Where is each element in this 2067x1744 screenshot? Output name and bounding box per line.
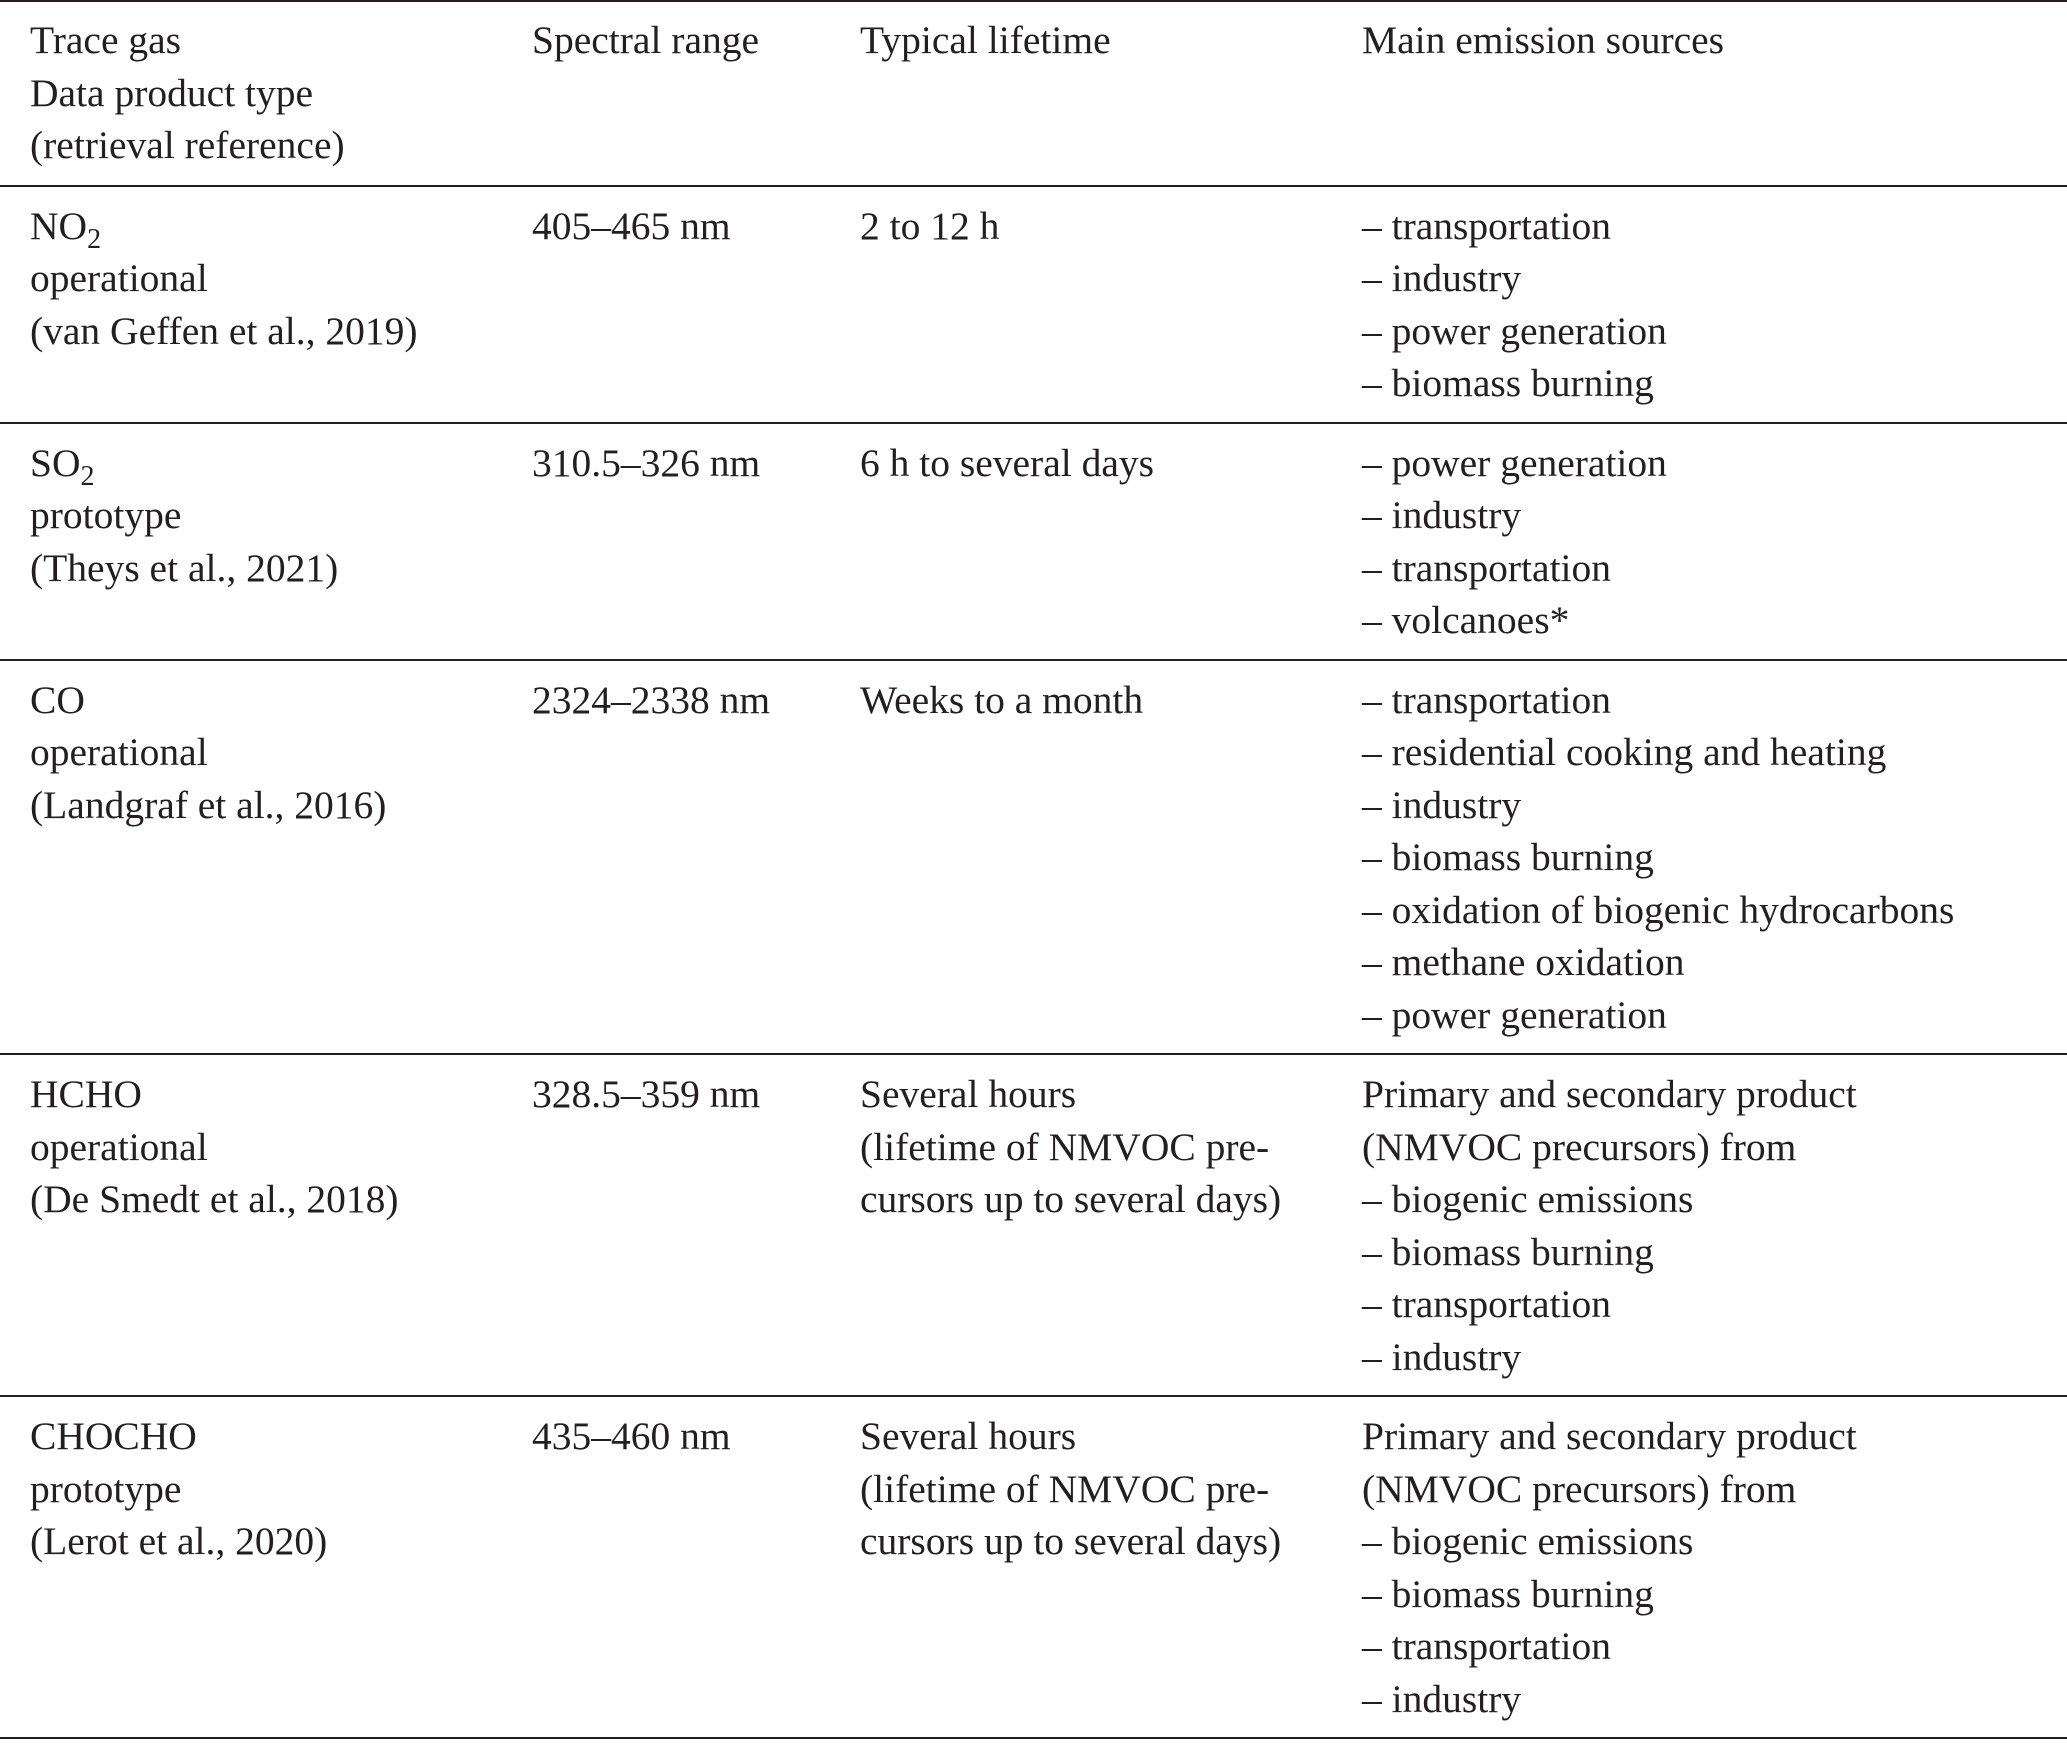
header-typical-lifetime bbox=[860, 1, 1362, 186]
header-line: Typical lifetime bbox=[860, 18, 1111, 62]
table-row bbox=[0, 423, 2067, 660]
header-row bbox=[0, 1, 2067, 186]
spectral-range-cell bbox=[532, 1396, 860, 1738]
source-line: – power generation bbox=[1362, 440, 1667, 485]
lifetime-line: 6 h to several days bbox=[860, 440, 1154, 485]
product-type: operational bbox=[30, 256, 208, 300]
header-line: Spectral range bbox=[532, 18, 760, 62]
source-line: – transportation bbox=[1362, 545, 1612, 590]
gas-name bbox=[30, 674, 532, 727]
source-line: – residential cooking and heating bbox=[1362, 730, 1887, 774]
source-line: – oxidation of biogenic hydrocarbons bbox=[1362, 887, 1955, 932]
spectral-range: 435–460 nm bbox=[532, 1414, 731, 1458]
lifetime-cell bbox=[860, 186, 1362, 423]
spectral-range-cell bbox=[532, 423, 860, 660]
lifetime-cell bbox=[860, 1396, 1362, 1738]
source-line: (NMVOC precursors) from bbox=[1362, 1466, 1797, 1511]
spectral-range-cell bbox=[532, 660, 860, 1055]
retrieval-reference: (Lerot et al., 2020) bbox=[30, 1519, 328, 1563]
source-line: – power generation bbox=[1362, 992, 1667, 1037]
lifetime-line: Weeks to a month bbox=[860, 677, 1144, 722]
lifetime-line: Several hours bbox=[860, 1414, 1077, 1458]
source-line: – biomass burning bbox=[1362, 835, 1654, 879]
source-line: – biomass burning bbox=[1362, 1571, 1654, 1616]
sources-cell bbox=[1362, 423, 2067, 660]
lifetime-cell bbox=[860, 660, 1362, 1055]
trace-gas-cell bbox=[0, 660, 532, 1055]
source-line: – biomass burning bbox=[1362, 361, 1654, 405]
table-row bbox=[0, 1054, 2067, 1396]
trace-gas-cell bbox=[0, 1054, 532, 1396]
lifetime-line: (lifetime of NMVOC pre- bbox=[860, 1466, 1270, 1511]
sources-cell bbox=[1362, 186, 2067, 423]
gas-formula: CHOCHO bbox=[30, 1414, 197, 1458]
source-line: – transportation bbox=[1362, 1282, 1612, 1326]
lifetime-cell bbox=[860, 1054, 1362, 1396]
retrieval-reference: (Theys et al., 2021) bbox=[30, 545, 339, 590]
source-line: – industry bbox=[1362, 1334, 1522, 1379]
gas-name bbox=[30, 437, 532, 490]
lifetime-line: Several hours bbox=[860, 1072, 1077, 1116]
trace-gas-cell bbox=[0, 423, 532, 660]
source-line: – industry bbox=[1362, 782, 1522, 827]
source-line: – volcanoes* bbox=[1362, 598, 1570, 642]
retrieval-reference: (van Geffen et al., 2019) bbox=[30, 308, 418, 353]
gas-formula: SO bbox=[30, 440, 81, 485]
lifetime-line: (lifetime of NMVOC pre- bbox=[860, 1124, 1270, 1169]
spectral-range: 328.5–359 nm bbox=[532, 1072, 761, 1116]
lifetime-line: cursors up to several days) bbox=[860, 1177, 1282, 1221]
table-row bbox=[0, 660, 2067, 1055]
spectral-range: 310.5–326 nm bbox=[532, 440, 761, 485]
table-body bbox=[0, 186, 2067, 1739]
source-line: – industry bbox=[1362, 493, 1522, 537]
table-row bbox=[0, 1396, 2067, 1738]
header-line: (retrieval reference) bbox=[30, 123, 345, 167]
spectral-range-cell bbox=[532, 1054, 860, 1396]
gas-formula: HCHO bbox=[30, 1072, 142, 1116]
product-type: operational bbox=[30, 730, 208, 774]
spectral-range: 2324–2338 nm bbox=[532, 677, 771, 722]
sources-cell bbox=[1362, 1054, 2067, 1396]
header-line: Trace gas bbox=[30, 18, 182, 62]
trace-gas-cell bbox=[0, 186, 532, 423]
gas-name bbox=[30, 1410, 532, 1463]
spectral-range-cell bbox=[532, 186, 860, 423]
product-type: operational bbox=[30, 1124, 208, 1169]
lifetime-cell bbox=[860, 423, 1362, 660]
source-line: – transportation bbox=[1362, 677, 1612, 722]
source-line: – biogenic emissions bbox=[1362, 1177, 1694, 1221]
trace-gas-cell bbox=[0, 1396, 532, 1738]
gas-name bbox=[30, 1068, 532, 1121]
source-line: – industry bbox=[1362, 1676, 1522, 1721]
retrieval-reference: (De Smedt et al., 2018) bbox=[30, 1177, 399, 1221]
gas-formula: CO bbox=[30, 677, 85, 722]
product-type: prototype bbox=[30, 1466, 182, 1511]
source-line: – biogenic emissions bbox=[1362, 1519, 1694, 1563]
gas-subscript: 2 bbox=[80, 460, 95, 492]
header-line: Data product type bbox=[30, 70, 313, 115]
gas-name bbox=[30, 200, 532, 253]
product-type: prototype bbox=[30, 493, 182, 537]
lifetime-line: 2 to 12 h bbox=[860, 203, 1000, 248]
source-line: – transportation bbox=[1362, 1624, 1612, 1668]
sources-cell bbox=[1362, 660, 2067, 1055]
source-line: – biomass burning bbox=[1362, 1229, 1654, 1274]
source-line: Primary and secondary product bbox=[1362, 1414, 1857, 1458]
source-line: – transportation bbox=[1362, 203, 1612, 248]
source-line: – methane oxidation bbox=[1362, 940, 1685, 984]
header-spectral-range bbox=[532, 1, 860, 186]
header-emission-sources bbox=[1362, 1, 2067, 186]
source-line: (NMVOC precursors) from bbox=[1362, 1124, 1797, 1169]
lifetime-line: cursors up to several days) bbox=[860, 1519, 1282, 1563]
header-line: Main emission sources bbox=[1362, 18, 1725, 62]
spectral-range: 405–465 nm bbox=[532, 203, 731, 248]
gas-formula: NO bbox=[30, 203, 88, 248]
header-trace-gas bbox=[0, 1, 532, 186]
table-row bbox=[0, 186, 2067, 423]
source-line: Primary and secondary product bbox=[1362, 1072, 1857, 1116]
retrieval-reference: (Landgraf et al., 2016) bbox=[30, 782, 387, 827]
table-header bbox=[0, 1, 2067, 186]
gas-subscript: 2 bbox=[87, 223, 102, 255]
source-line: – industry bbox=[1362, 256, 1522, 300]
sources-cell bbox=[1362, 1396, 2067, 1738]
source-line: – power generation bbox=[1362, 308, 1667, 353]
